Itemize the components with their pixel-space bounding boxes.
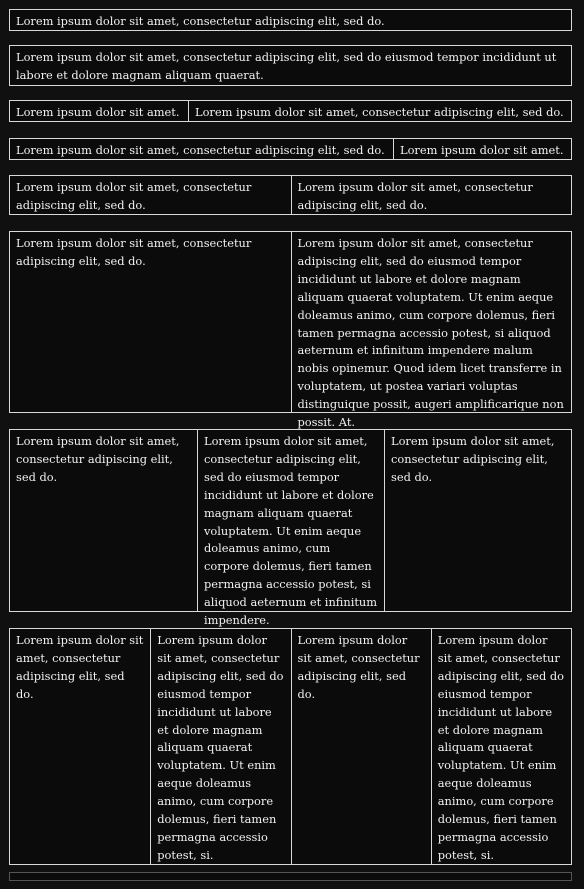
grid-cell: Lorem ipsum dolor sit amet, consectetur adipiscing elit, sed do eiusmod tempor incididunt ut labore et dolore magnam aliquam quaerat. — [16, 50, 557, 82]
grid-cell: Lorem ipsum dolor sit amet, consectetur adipiscing elit, sed do. — [16, 236, 252, 268]
grid-cell: Lorem ipsum dolor sit amet, consectetur adipiscing elit, sed do. — [16, 143, 385, 157]
grid-row-4 — [9, 138, 572, 160]
grid-row-1 — [9, 9, 572, 31]
grid-cell: Lorem ipsum dolor sit amet, consectetur adipiscing elit, sed do. — [16, 633, 144, 701]
grid-cell: Lorem ipsum dolor sit amet. — [393, 139, 571, 159]
grid-cell: Lorem ipsum dolor sit amet, consectetur adipiscing elit, sed do. — [16, 180, 252, 212]
grid-cell: Lorem ipsum dolor sit amet, consectetur adipiscing elit, sed do. — [384, 430, 571, 611]
footer-divider — [9, 872, 572, 881]
grid-cell: Lorem ipsum dolor sit amet, consectetur adipiscing elit, sed do. — [16, 14, 385, 28]
grid-row-8 — [9, 628, 572, 865]
grid-cell: Lorem ipsum dolor sit amet, consectetur adipiscing elit, sed do eiusmod tempor incididunt ut labore et dolore magnam aliquam quaerat voluptatem. Ut enim aeque doleamus animo, cum corpore dolemus, fieri tamen permagna accessio potest, si aliquod aeternum et infinitum impendere malum nobis opinemur. Quod idem licet transferre in voluptatem, ut postea variari voluptas distinguique possit, augeri amplificarique non possit. At. — [291, 232, 572, 412]
grid-row-3 — [9, 100, 572, 122]
grid-cell: Lorem ipsum dolor sit amet, consectetur adipiscing elit, sed do. — [188, 101, 571, 121]
grid-cell: Lorem ipsum dolor sit amet, consectetur adipiscing elit, sed do. — [291, 176, 572, 214]
grid-cell: Lorem ipsum dolor sit amet, consectetur adipiscing elit, sed do eiusmod tempor incididunt ut labore et dolore magnam aliquam quaerat voluptatem. Ut enim aeque doleamus animo, cum corpore dolemus, fieri tamen permagna accessio potest, si. — [150, 629, 290, 864]
grid-cell: Lorem ipsum dolor sit amet. — [16, 105, 180, 119]
grid-row-2 — [9, 45, 572, 86]
grid-row-6 — [9, 231, 572, 430]
grid-cell: Lorem ipsum dolor sit amet, consectetur adipiscing elit, sed do eiusmod tempor incididunt ut labore et dolore magnam aliquam quaerat voluptatem. Ut enim aeque doleamus animo, cum corpore dolemus, fieri tamen permagna accessio potest, si aliquod aeternum et infinitum impendere. — [197, 430, 384, 611]
grid-row-7 — [9, 429, 572, 628]
grid-row-5 — [9, 175, 572, 215]
grid-cell: Lorem ipsum dolor sit amet, consectetur adipiscing elit, sed do. — [16, 434, 180, 484]
grid-cell: Lorem ipsum dolor sit amet, consectetur adipiscing elit, sed do. — [291, 629, 431, 864]
grid-cell: Lorem ipsum dolor sit amet, consectetur adipiscing elit, sed do eiusmod tempor incididunt ut labore et dolore magnam aliquam quaerat voluptatem. Ut enim aeque doleamus animo, cum corpore dolemus, fieri tamen permagna accessio potest, si. — [431, 629, 571, 864]
